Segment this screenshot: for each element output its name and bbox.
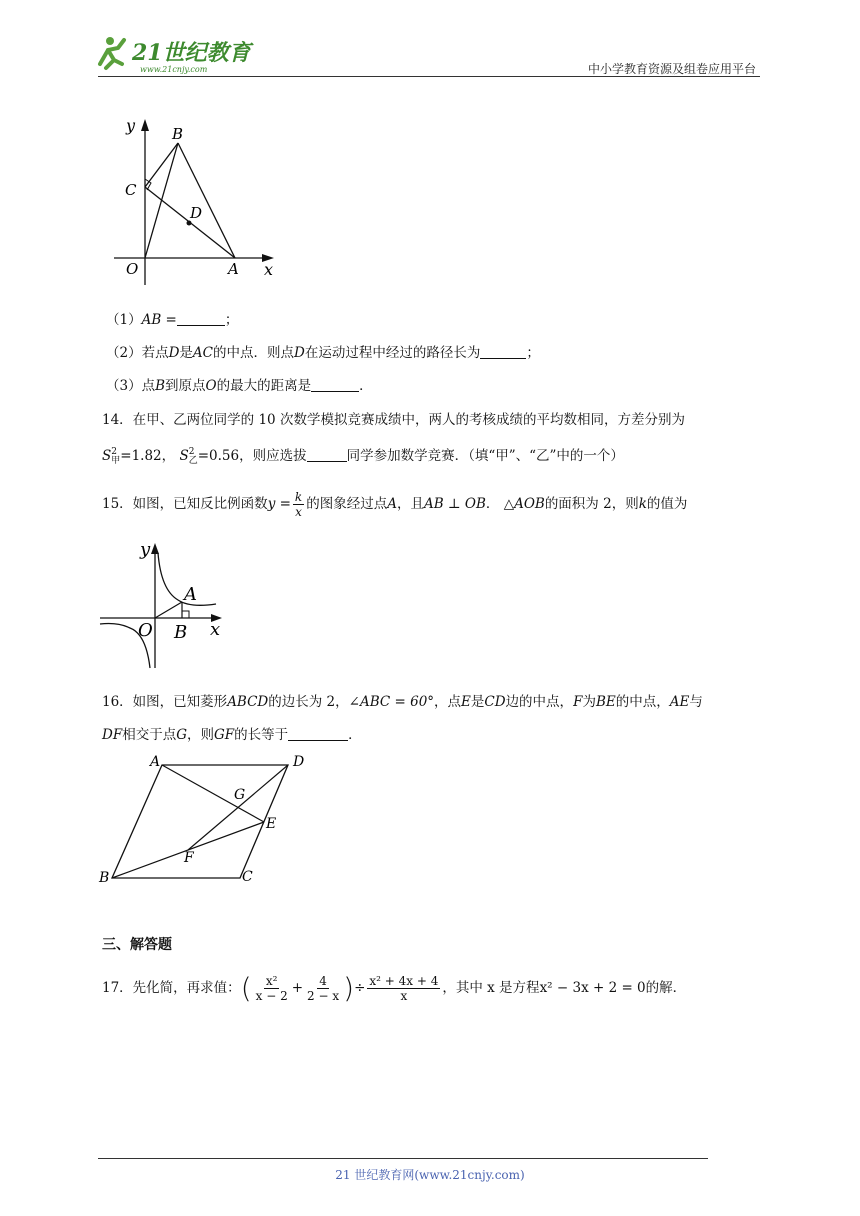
- logo-runner-icon: [96, 34, 266, 74]
- label-C: C: [125, 181, 137, 199]
- answer-blank[interactable]: [307, 447, 347, 462]
- q14-line2: S 2 甲 =1.82， S 2 乙 =0.56，则应选拔 同学参加数学竞赛．（填“甲”、“乙”中的一个）: [102, 446, 624, 466]
- logo-text: 21世纪教育: [132, 40, 251, 66]
- q17-text: 17．先化简，再求值：( $\frac{\text{x²}}{x - 2}$ + $\frac{4}{2 - x}$ )÷ $\frac{\text{x² + 4x + 4}}{x}$ ，其中 x 是方程x² − 3x + 2 = 0的解．: [102, 971, 687, 1005]
- header-platform-name: 中小学教育资源及组卷应用平台: [587, 62, 756, 76]
- label-x: x: [210, 619, 221, 640]
- label-F: F: [184, 850, 194, 866]
- label-y: y: [126, 116, 136, 135]
- label-B: B: [174, 622, 188, 643]
- footer-divider: [98, 1158, 708, 1159]
- label-O: O: [138, 620, 153, 641]
- label-O: O: [126, 260, 139, 278]
- label-G: G: [234, 787, 246, 803]
- q16-line1: 16．如图，已知菱形ABCD的边长为 2，∠ABC = 60°，点E是CD边的中点，F为BE的中点，AE与: [102, 694, 703, 710]
- figure-q16: [96, 750, 316, 888]
- figure-q15: [98, 538, 228, 673]
- label-C: C: [242, 869, 253, 885]
- answer-blank[interactable]: [288, 726, 348, 741]
- label-D: D: [190, 204, 203, 222]
- label-x: x: [264, 260, 274, 279]
- label-y: y: [140, 539, 151, 560]
- q13-part2: （2）若点D是AC的中点．则点D在运动过程中经过的路径长为 ；: [106, 345, 540, 361]
- figure-q13: [110, 115, 280, 290]
- answer-blank[interactable]: [311, 377, 359, 392]
- header-divider: [98, 76, 760, 77]
- label-E: E: [266, 816, 277, 832]
- q16-line2: DF相交于点G，则GF的长等于 ．: [102, 727, 362, 743]
- label-A: A: [184, 584, 197, 605]
- q13-part1: （1）AB = ；: [106, 312, 239, 328]
- section-title: 三、解答题: [102, 937, 172, 953]
- label-A: A: [228, 260, 239, 278]
- answer-blank[interactable]: [177, 311, 225, 326]
- q13-part3: （3）点B到原点O的最大的距离是 ．: [106, 378, 373, 394]
- footer-text[interactable]: 21 世纪教育网(www.21cnjy.com): [335, 1168, 525, 1182]
- label-A: A: [150, 754, 161, 770]
- answer-blank[interactable]: [480, 344, 526, 359]
- q14-line1: 14．在甲、乙两位同学的 10 次数学模拟竞赛成绩中，两人的考核成绩的平均数相同，方差分别为: [102, 412, 685, 428]
- q15-text: 15．如图，已知反比例函数y = $\frac{k}{x}$ 的图象经过点A，且AB ⊥ OB． △AOB的面积为 2，则k的值为: [102, 490, 688, 519]
- logo-url: www.21cnjy.com: [140, 65, 208, 74]
- label-B: B: [99, 870, 110, 886]
- label-B: B: [172, 125, 184, 143]
- label-D: D: [293, 754, 305, 770]
- logo: [96, 34, 266, 78]
